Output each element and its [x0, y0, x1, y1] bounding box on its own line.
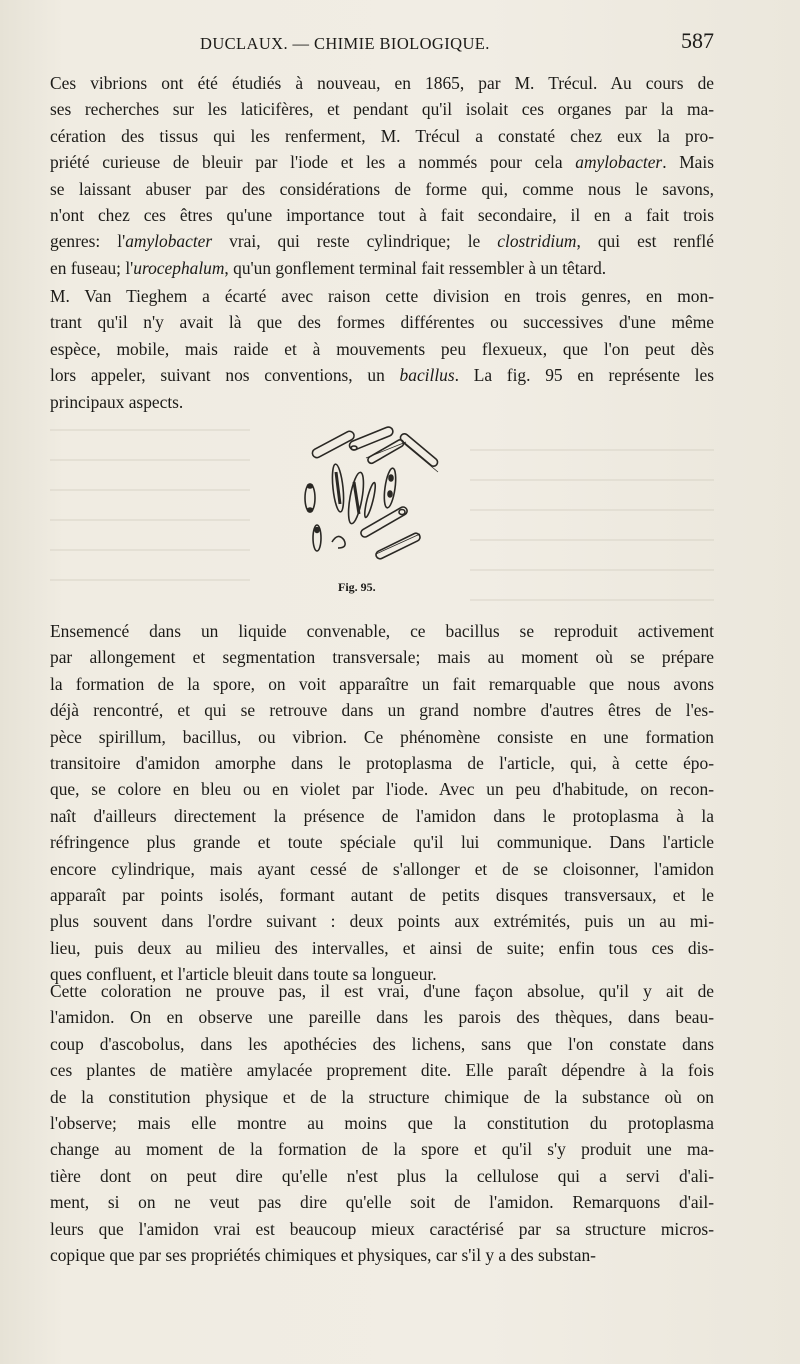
paragraph-1	[50, 70, 714, 281]
text-line	[50, 1004, 714, 1030]
running-header	[48, 30, 714, 58]
text-segment: en fuseau; l'	[50, 257, 134, 278]
text-segment: trant qu'il n'y avait là que des formes différentes ou successives d'une même	[50, 312, 714, 333]
text-line	[50, 1057, 714, 1083]
text-line	[50, 829, 714, 855]
text-segment: n'ont chez ces êtres qu'une importance tout à fait secondaire, il en a fait trois	[50, 204, 714, 225]
text-segment: déjà rencontré, et qui se retrouve dans un grand nombre d'autres êtres de l'es-	[50, 700, 714, 721]
text-segment: lieu, puis deux au milieu des intervalles, et ainsi de suite; enfin tous ces dis-	[50, 937, 714, 958]
spindle-3	[346, 471, 367, 524]
text-segment: . La fig. 95 en représente les	[454, 365, 714, 386]
text-line	[50, 149, 714, 175]
spindle-2	[331, 464, 346, 513]
text-line	[50, 1136, 714, 1162]
figure-caption: Fig. 95.	[338, 580, 376, 594]
text-segment: coup d'ascobolus, dans les apothécies des lichens, sans que l'on constate dans	[50, 1033, 714, 1054]
text-segment: de la constitution physique et de la structure chimique de la substance où on	[50, 1086, 714, 1107]
text-segment: que, se colore en bleu ou en violet par l'iode. Avec un peu d'habitude, on recon-	[50, 779, 714, 800]
text-line	[50, 1031, 714, 1057]
text-line	[50, 856, 714, 882]
text-line	[50, 644, 714, 670]
text-segment: ces plantes de matière amylacée proprement dite. Elle paraît dépendre à la fois	[50, 1060, 714, 1081]
text-line	[50, 389, 714, 415]
text-segment: l'observe; mais elle montre au moins que la constitution du protoplasma	[50, 1112, 714, 1133]
text-segment: Cette coloration ne prouve pas, il est vrai, d'une façon absolue, qu'il y ait de	[50, 981, 714, 1001]
text-line	[50, 1163, 714, 1189]
text-segment: , qu'un gonflement terminal fait ressembler à un têtard.	[224, 257, 607, 278]
rod-bottom-1	[313, 525, 321, 551]
spindle-1	[305, 484, 315, 512]
paragraph-2	[50, 283, 714, 415]
text-line	[50, 362, 714, 388]
text-line	[50, 935, 714, 961]
text-segment: genres: l'	[50, 231, 126, 252]
running-title: DUCLAUX. — CHIMIE BIOLOGIQUE.	[200, 34, 490, 53]
text-segment: priété curieuse de bleuir par l'iode et les a nommés pour cela	[50, 152, 576, 173]
italic-term: bacillus	[399, 365, 455, 386]
text-segment: lors appeler, suivant nos conventions, un	[50, 365, 400, 386]
text-line	[50, 671, 714, 697]
italic-term: amylobacter	[125, 231, 213, 252]
text-segment: naît d'ailleurs directement la présence de l'amidon dans le protoplasma à la	[50, 805, 714, 826]
text-line	[50, 978, 714, 1004]
text-line	[50, 1189, 714, 1215]
text-line	[50, 1242, 714, 1268]
bacillus-figure	[270, 420, 470, 580]
text-segment: la formation de la spore, on voit apparaître un fait remarquable que nous avons	[50, 673, 714, 694]
text-line	[50, 336, 714, 362]
italic-term: urocephalum	[133, 257, 225, 278]
text-segment: Ensemencé dans un liquide convenable, ce bacillus se reproduit activement	[50, 621, 714, 641]
text-segment: Ces vibrions ont été étudiés à nouveau, en 1865, par M. Trécul. Au cours de	[50, 73, 714, 93]
text-line	[50, 803, 714, 829]
text-segment: copique que par ses propriétés chimiques et physiques, car s'il y a des substan-	[50, 1244, 596, 1265]
text-segment: leurs que l'amidon vrai est beaucoup mieux caractérisé par sa structure micros-	[50, 1218, 714, 1239]
italic-term: clostridium	[497, 231, 577, 252]
rod-diagonal-3	[399, 432, 439, 472]
text-line	[50, 1216, 714, 1242]
text-line	[50, 202, 714, 228]
rod-bottom-4	[375, 532, 422, 560]
text-line	[50, 255, 714, 281]
spindle-4	[382, 467, 397, 508]
text-segment: réfringence plus grande et toute spéciale qu'il lui communique. Dans l'article	[50, 832, 714, 853]
text-line	[50, 882, 714, 908]
text-segment: ment, si on ne veut pas dire qu'elle soit de l'amidon. Remarquons d'ail-	[50, 1192, 714, 1213]
text-segment: ses recherches sur les laticifères, et pendant qu'il isolait ces organes par la ma-	[50, 99, 714, 120]
text-segment: , qui est renflé	[576, 231, 714, 252]
text-line	[50, 70, 714, 96]
paragraph-3	[50, 618, 714, 987]
italic-term: amylobacter	[575, 152, 663, 173]
text-line	[50, 697, 714, 723]
text-line	[50, 309, 714, 335]
text-segment: pèce spirillum, bacillus, ou vibrion. Ce phénomène consiste en une formation	[50, 726, 714, 747]
rod-bottom-3	[359, 506, 408, 539]
text-line	[50, 123, 714, 149]
text-line	[50, 1084, 714, 1110]
text-segment: espèce, mobile, mais raide et à mouvements peu flexueux, que l'on peut dès	[50, 338, 714, 359]
text-line	[50, 1110, 714, 1136]
text-segment: M. Van Tieghem a écarté avec raison cette division en trois genres, en mon-	[50, 286, 714, 306]
text-segment: . Mais	[662, 152, 714, 173]
text-line	[50, 750, 714, 776]
spore-small	[399, 510, 405, 515]
text-segment: se laissant abuser par des considérations de forme qui, comme nous le savons,	[50, 178, 714, 199]
text-segment: apparaît par points isolés, formant autant de petits disques transversaux, et le	[50, 884, 714, 905]
page-number: 587	[681, 28, 714, 53]
text-line	[50, 724, 714, 750]
text-segment: cération des tissus qui les renferment, M. Trécul a constaté chez eux la pro-	[50, 125, 714, 146]
text-segment: transitoire d'amidon amorphe dans le protoplasma de l'article, qui, à cette épo-	[50, 752, 714, 773]
text-segment: tière dont on peut dire qu'elle n'est plus la cellulose qui a servi d'ali-	[50, 1165, 714, 1186]
text-line	[50, 908, 714, 934]
spindle-5	[363, 482, 378, 518]
text-segment: encore cylindrique, mais ayant cessé de s'allonger et de se cloisonner, l'amidon	[50, 858, 714, 879]
text-line	[50, 776, 714, 802]
text-line	[50, 283, 714, 309]
text-line	[50, 228, 714, 254]
rod-bottom-2	[332, 536, 345, 548]
text-segment: ques confluent, et l'article bleuit dans toute sa longueur.	[50, 964, 437, 985]
text-line	[50, 96, 714, 122]
text-segment: vrai, qui reste cylindrique; le	[212, 231, 498, 252]
text-segment: principaux aspects.	[50, 391, 184, 412]
paragraph-4	[50, 978, 714, 1268]
text-line	[50, 176, 714, 202]
text-segment: change au moment de la formation de la spore et qu'il s'y produit une ma-	[50, 1139, 714, 1160]
text-segment: plus souvent dans l'ordre suivant : deux points aux extrémités, puis un au mi-	[50, 911, 714, 932]
text-segment: l'amidon. On en observe une pareille dans les parois des thèques, dans beau-	[50, 1007, 714, 1028]
text-segment: par allongement et segmentation transversale; mais au moment où se prépare	[50, 647, 714, 668]
text-line	[50, 618, 714, 644]
